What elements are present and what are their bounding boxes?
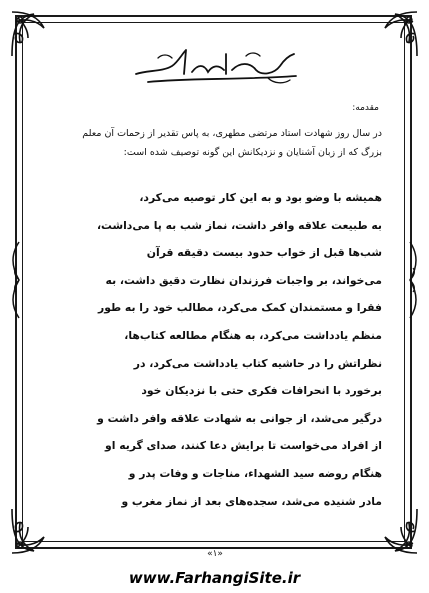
corner-ornament-top-right — [369, 8, 421, 60]
corner-ornament-top-left — [8, 8, 60, 60]
page-number: «۱» — [207, 549, 223, 559]
body-line: از افراد می‌خواست تا برایش دعا کنند، صدای گریه او — [105, 439, 382, 453]
body-line: برخورد با انحرافات فکری حتی با نزدیکان خود — [141, 384, 382, 398]
intro-line: بزرگ که از زبان آشنایان و نزدیکانش این گونه توصیف شده است: — [123, 147, 382, 158]
section-heading: مقدمه: — [352, 103, 379, 113]
side-ornament-right — [406, 240, 420, 320]
body-line: به طبیعت علاقه وافر داشت، نماز شب به پا می‌داشت، — [96, 218, 382, 232]
intro-line: در سال روز شهادت استاد مرتضی مطهری، به پاس تقدیر از زحمات آن معلم — [82, 128, 382, 139]
body-line: شب‌ها قبل از خواب حدود بیست دقیقه قرآن — [146, 246, 382, 260]
body-line: فقرا و مستمندان کمک می‌کرد، مطالب خود را به طور — [98, 301, 382, 315]
body-line: درگیر می‌شد، از جوانی به شهادت علاقه وافر داشت و — [97, 411, 382, 425]
body-line: هنگام روضه سید الشهداء، مناجات و وفات پدر و — [128, 466, 382, 480]
intro-paragraph — [40, 124, 382, 162]
site-watermark-footer: www.FarhangiSite.ir — [0, 563, 429, 593]
body-line: مادر شنیده می‌شد، سجده‌های بعد از نماز مغرب و — [121, 494, 382, 508]
body-line: همیشه با وضو بود و به این کار توصیه می‌کرد، — [139, 191, 382, 204]
body-line: منظم یادداشت می‌کرد، به هنگام مطالعه کتاب‌ها، — [124, 328, 382, 342]
body-line: نظراتش را در حاشیه کتاب یادداشت می‌کرد، در — [133, 356, 382, 370]
side-ornament-left — [9, 240, 23, 320]
body-line: می‌خواند، بر واجبات فرزندان نظارت دقیق داشت، به — [105, 273, 382, 287]
body-paragraph — [40, 184, 382, 515]
basmala-calligraphy-icon — [128, 44, 304, 90]
